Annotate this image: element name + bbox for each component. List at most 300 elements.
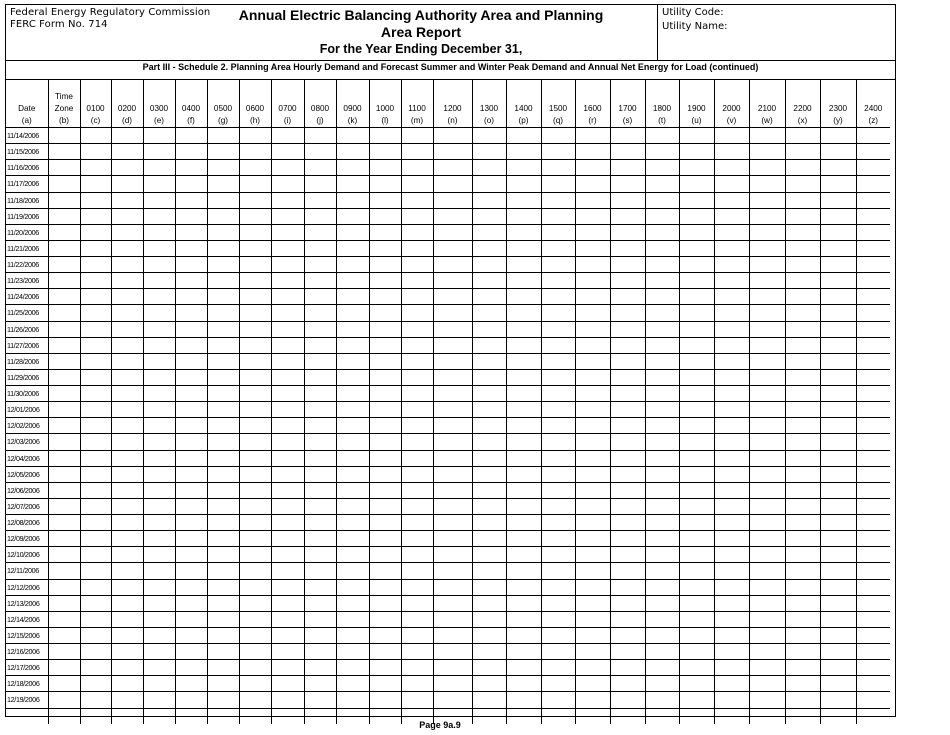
hourly-demand-cell[interactable]	[369, 450, 401, 466]
hourly-demand-cell[interactable]	[401, 402, 433, 418]
hourly-demand-cell[interactable]	[749, 208, 785, 224]
hourly-demand-cell[interactable]	[785, 579, 820, 595]
hourly-demand-cell[interactable]	[541, 579, 575, 595]
hourly-demand-cell[interactable]	[472, 402, 506, 418]
hourly-demand-cell[interactable]	[472, 595, 506, 611]
hourly-demand-cell[interactable]	[575, 611, 610, 627]
hourly-demand-cell[interactable]	[679, 144, 714, 160]
hourly-demand-cell[interactable]	[111, 257, 143, 273]
hourly-demand-cell[interactable]	[645, 563, 679, 579]
time-zone-cell[interactable]	[48, 515, 80, 531]
hourly-demand-cell[interactable]	[336, 144, 369, 160]
hourly-demand-cell[interactable]	[785, 627, 820, 643]
hourly-demand-cell[interactable]	[80, 627, 111, 643]
hourly-demand-cell[interactable]	[304, 386, 336, 402]
hourly-demand-cell[interactable]	[541, 305, 575, 321]
hourly-demand-cell[interactable]	[207, 353, 239, 369]
hourly-demand-cell[interactable]	[369, 466, 401, 482]
hourly-demand-cell[interactable]	[207, 547, 239, 563]
hourly-demand-cell[interactable]	[271, 531, 304, 547]
hourly-demand-cell[interactable]	[80, 515, 111, 531]
hourly-demand-cell[interactable]	[304, 353, 336, 369]
time-zone-cell[interactable]	[48, 240, 80, 256]
hourly-demand-cell[interactable]	[785, 337, 820, 353]
hourly-demand-cell[interactable]	[80, 466, 111, 482]
hourly-demand-cell[interactable]	[239, 386, 271, 402]
hourly-demand-cell[interactable]	[433, 579, 472, 595]
hourly-demand-cell[interactable]	[271, 644, 304, 660]
hourly-demand-cell[interactable]	[433, 257, 472, 273]
hourly-demand-cell[interactable]	[433, 289, 472, 305]
hourly-demand-cell[interactable]	[336, 676, 369, 692]
hourly-demand-cell[interactable]	[336, 192, 369, 208]
time-zone-cell[interactable]	[48, 579, 80, 595]
hourly-demand-cell[interactable]	[207, 369, 239, 385]
hourly-demand-cell[interactable]	[207, 660, 239, 676]
hourly-demand-cell[interactable]	[506, 660, 541, 676]
time-zone-cell[interactable]	[48, 289, 80, 305]
hourly-demand-cell[interactable]	[749, 402, 785, 418]
hourly-demand-cell[interactable]	[645, 515, 679, 531]
hourly-demand-cell[interactable]	[785, 595, 820, 611]
hourly-demand-cell[interactable]	[820, 466, 856, 482]
hourly-demand-cell[interactable]	[679, 128, 714, 144]
hourly-demand-cell[interactable]	[433, 676, 472, 692]
hourly-demand-cell[interactable]	[714, 386, 749, 402]
hourly-demand-cell[interactable]	[143, 498, 175, 514]
hourly-demand-cell[interactable]	[369, 224, 401, 240]
hourly-demand-cell[interactable]	[749, 144, 785, 160]
hourly-demand-cell[interactable]	[80, 305, 111, 321]
time-zone-cell[interactable]	[48, 144, 80, 160]
hourly-demand-cell[interactable]	[271, 579, 304, 595]
hourly-demand-cell[interactable]	[207, 192, 239, 208]
hourly-demand-cell[interactable]	[207, 692, 239, 708]
hourly-demand-cell[interactable]	[506, 498, 541, 514]
hourly-demand-cell[interactable]	[401, 611, 433, 627]
hourly-demand-cell[interactable]	[820, 595, 856, 611]
hourly-demand-cell[interactable]	[679, 402, 714, 418]
hourly-demand-cell[interactable]	[645, 128, 679, 144]
hourly-demand-cell[interactable]	[80, 482, 111, 498]
hourly-demand-cell[interactable]	[271, 240, 304, 256]
hourly-demand-cell[interactable]	[610, 611, 645, 627]
hourly-demand-cell[interactable]	[472, 563, 506, 579]
hourly-demand-cell[interactable]	[111, 386, 143, 402]
hourly-demand-cell[interactable]	[433, 627, 472, 643]
hourly-demand-cell[interactable]	[679, 450, 714, 466]
hourly-demand-cell[interactable]	[433, 595, 472, 611]
hourly-demand-cell[interactable]	[785, 305, 820, 321]
hourly-demand-cell[interactable]	[271, 450, 304, 466]
time-zone-cell[interactable]	[48, 644, 80, 660]
hourly-demand-cell[interactable]	[679, 563, 714, 579]
hourly-demand-cell[interactable]	[610, 337, 645, 353]
hourly-demand-cell[interactable]	[785, 128, 820, 144]
hourly-demand-cell[interactable]	[645, 644, 679, 660]
hourly-demand-cell[interactable]	[271, 595, 304, 611]
hourly-demand-cell[interactable]	[336, 289, 369, 305]
hourly-demand-cell[interactable]	[143, 337, 175, 353]
hourly-demand-cell[interactable]	[472, 192, 506, 208]
hourly-demand-cell[interactable]	[369, 128, 401, 144]
hourly-demand-cell[interactable]	[645, 369, 679, 385]
hourly-demand-cell[interactable]	[433, 144, 472, 160]
hourly-demand-cell[interactable]	[304, 240, 336, 256]
hourly-demand-cell[interactable]	[714, 289, 749, 305]
hourly-demand-cell[interactable]	[645, 257, 679, 273]
hourly-demand-cell[interactable]	[433, 240, 472, 256]
hourly-demand-cell[interactable]	[645, 692, 679, 708]
hourly-demand-cell[interactable]	[207, 160, 239, 176]
hourly-demand-cell[interactable]	[401, 273, 433, 289]
hourly-demand-cell[interactable]	[575, 660, 610, 676]
hourly-demand-cell[interactable]	[271, 369, 304, 385]
hourly-demand-cell[interactable]	[785, 660, 820, 676]
hourly-demand-cell[interactable]	[645, 240, 679, 256]
hourly-demand-cell[interactable]	[541, 289, 575, 305]
hourly-demand-cell[interactable]	[714, 515, 749, 531]
hourly-demand-cell[interactable]	[820, 692, 856, 708]
hourly-demand-cell[interactable]	[679, 692, 714, 708]
hourly-demand-cell[interactable]	[239, 676, 271, 692]
hourly-demand-cell[interactable]	[239, 353, 271, 369]
hourly-demand-cell[interactable]	[610, 386, 645, 402]
hourly-demand-cell[interactable]	[749, 369, 785, 385]
hourly-demand-cell[interactable]	[401, 676, 433, 692]
hourly-demand-cell[interactable]	[401, 563, 433, 579]
hourly-demand-cell[interactable]	[575, 595, 610, 611]
hourly-demand-cell[interactable]	[820, 128, 856, 144]
hourly-demand-cell[interactable]	[541, 257, 575, 273]
hourly-demand-cell[interactable]	[271, 192, 304, 208]
hourly-demand-cell[interactable]	[336, 644, 369, 660]
hourly-demand-cell[interactable]	[575, 482, 610, 498]
hourly-demand-cell[interactable]	[714, 402, 749, 418]
hourly-demand-cell[interactable]	[785, 144, 820, 160]
time-zone-cell[interactable]	[48, 531, 80, 547]
hourly-demand-cell[interactable]	[714, 305, 749, 321]
hourly-demand-cell[interactable]	[856, 369, 890, 385]
hourly-demand-cell[interactable]	[401, 450, 433, 466]
hourly-demand-cell[interactable]	[239, 257, 271, 273]
hourly-demand-cell[interactable]	[336, 353, 369, 369]
hourly-demand-cell[interactable]	[401, 144, 433, 160]
hourly-demand-cell[interactable]	[336, 176, 369, 192]
hourly-demand-cell[interactable]	[207, 208, 239, 224]
hourly-demand-cell[interactable]	[472, 579, 506, 595]
time-zone-cell[interactable]	[48, 224, 80, 240]
hourly-demand-cell[interactable]	[369, 353, 401, 369]
hourly-demand-cell[interactable]	[271, 128, 304, 144]
hourly-demand-cell[interactable]	[714, 627, 749, 643]
hourly-demand-cell[interactable]	[714, 257, 749, 273]
hourly-demand-cell[interactable]	[714, 224, 749, 240]
hourly-demand-cell[interactable]	[749, 611, 785, 627]
hourly-demand-cell[interactable]	[679, 192, 714, 208]
hourly-demand-cell[interactable]	[679, 160, 714, 176]
hourly-demand-cell[interactable]	[575, 418, 610, 434]
hourly-demand-cell[interactable]	[80, 273, 111, 289]
hourly-demand-cell[interactable]	[856, 257, 890, 273]
hourly-demand-cell[interactable]	[369, 257, 401, 273]
hourly-demand-cell[interactable]	[820, 369, 856, 385]
hourly-demand-cell[interactable]	[111, 676, 143, 692]
hourly-demand-cell[interactable]	[336, 305, 369, 321]
hourly-demand-cell[interactable]	[785, 321, 820, 337]
hourly-demand-cell[interactable]	[207, 611, 239, 627]
hourly-demand-cell[interactable]	[472, 498, 506, 514]
hourly-demand-cell[interactable]	[239, 176, 271, 192]
hourly-demand-cell[interactable]	[645, 579, 679, 595]
hourly-demand-cell[interactable]	[433, 128, 472, 144]
hourly-demand-cell[interactable]	[207, 305, 239, 321]
hourly-demand-cell[interactable]	[820, 224, 856, 240]
hourly-demand-cell[interactable]	[645, 160, 679, 176]
hourly-demand-cell[interactable]	[820, 579, 856, 595]
hourly-demand-cell[interactable]	[336, 160, 369, 176]
hourly-demand-cell[interactable]	[111, 321, 143, 337]
hourly-demand-cell[interactable]	[541, 418, 575, 434]
hourly-demand-cell[interactable]	[749, 531, 785, 547]
hourly-demand-cell[interactable]	[679, 498, 714, 514]
hourly-demand-cell[interactable]	[645, 627, 679, 643]
hourly-demand-cell[interactable]	[304, 369, 336, 385]
hourly-demand-cell[interactable]	[239, 627, 271, 643]
hourly-demand-cell[interactable]	[80, 369, 111, 385]
hourly-demand-cell[interactable]	[239, 192, 271, 208]
hourly-demand-cell[interactable]	[336, 224, 369, 240]
hourly-demand-cell[interactable]	[506, 240, 541, 256]
hourly-demand-cell[interactable]	[856, 402, 890, 418]
hourly-demand-cell[interactable]	[472, 450, 506, 466]
hourly-demand-cell[interactable]	[304, 192, 336, 208]
hourly-demand-cell[interactable]	[401, 240, 433, 256]
hourly-demand-cell[interactable]	[820, 418, 856, 434]
hourly-demand-cell[interactable]	[336, 450, 369, 466]
hourly-demand-cell[interactable]	[80, 176, 111, 192]
hourly-demand-cell[interactable]	[820, 660, 856, 676]
time-zone-cell[interactable]	[48, 337, 80, 353]
time-zone-cell[interactable]	[48, 676, 80, 692]
hourly-demand-cell[interactable]	[271, 402, 304, 418]
hourly-demand-cell[interactable]	[239, 128, 271, 144]
hourly-demand-cell[interactable]	[239, 611, 271, 627]
hourly-demand-cell[interactable]	[271, 692, 304, 708]
hourly-demand-cell[interactable]	[820, 176, 856, 192]
hourly-demand-cell[interactable]	[856, 563, 890, 579]
hourly-demand-cell[interactable]	[645, 305, 679, 321]
hourly-demand-cell[interactable]	[369, 321, 401, 337]
hourly-demand-cell[interactable]	[111, 128, 143, 144]
hourly-demand-cell[interactable]	[111, 192, 143, 208]
hourly-demand-cell[interactable]	[401, 224, 433, 240]
hourly-demand-cell[interactable]	[207, 482, 239, 498]
hourly-demand-cell[interactable]	[271, 353, 304, 369]
hourly-demand-cell[interactable]	[506, 192, 541, 208]
hourly-demand-cell[interactable]	[175, 144, 207, 160]
hourly-demand-cell[interactable]	[175, 676, 207, 692]
hourly-demand-cell[interactable]	[506, 289, 541, 305]
hourly-demand-cell[interactable]	[575, 224, 610, 240]
hourly-demand-cell[interactable]	[785, 192, 820, 208]
hourly-demand-cell[interactable]	[575, 240, 610, 256]
hourly-demand-cell[interactable]	[645, 547, 679, 563]
hourly-demand-cell[interactable]	[143, 386, 175, 402]
time-zone-cell[interactable]	[48, 466, 80, 482]
hourly-demand-cell[interactable]	[575, 434, 610, 450]
hourly-demand-cell[interactable]	[506, 305, 541, 321]
hourly-demand-cell[interactable]	[679, 515, 714, 531]
hourly-demand-cell[interactable]	[207, 176, 239, 192]
hourly-demand-cell[interactable]	[472, 660, 506, 676]
hourly-demand-cell[interactable]	[271, 466, 304, 482]
hourly-demand-cell[interactable]	[679, 240, 714, 256]
hourly-demand-cell[interactable]	[143, 466, 175, 482]
hourly-demand-cell[interactable]	[820, 676, 856, 692]
hourly-demand-cell[interactable]	[304, 160, 336, 176]
hourly-demand-cell[interactable]	[80, 547, 111, 563]
hourly-demand-cell[interactable]	[679, 418, 714, 434]
hourly-demand-cell[interactable]	[336, 595, 369, 611]
hourly-demand-cell[interactable]	[401, 386, 433, 402]
hourly-demand-cell[interactable]	[679, 208, 714, 224]
hourly-demand-cell[interactable]	[175, 224, 207, 240]
hourly-demand-cell[interactable]	[336, 434, 369, 450]
hourly-demand-cell[interactable]	[271, 337, 304, 353]
hourly-demand-cell[interactable]	[369, 482, 401, 498]
hourly-demand-cell[interactable]	[820, 402, 856, 418]
hourly-demand-cell[interactable]	[143, 434, 175, 450]
hourly-demand-cell[interactable]	[111, 595, 143, 611]
hourly-demand-cell[interactable]	[239, 579, 271, 595]
hourly-demand-cell[interactable]	[575, 369, 610, 385]
hourly-demand-cell[interactable]	[271, 515, 304, 531]
hourly-demand-cell[interactable]	[111, 434, 143, 450]
hourly-demand-cell[interactable]	[433, 353, 472, 369]
hourly-demand-cell[interactable]	[271, 305, 304, 321]
hourly-demand-cell[interactable]	[541, 611, 575, 627]
hourly-demand-cell[interactable]	[80, 321, 111, 337]
hourly-demand-cell[interactable]	[336, 660, 369, 676]
hourly-demand-cell[interactable]	[143, 144, 175, 160]
hourly-demand-cell[interactable]	[856, 305, 890, 321]
time-zone-cell[interactable]	[48, 305, 80, 321]
hourly-demand-cell[interactable]	[336, 579, 369, 595]
hourly-demand-cell[interactable]	[679, 353, 714, 369]
time-zone-cell[interactable]	[48, 627, 80, 643]
hourly-demand-cell[interactable]	[610, 402, 645, 418]
hourly-demand-cell[interactable]	[175, 482, 207, 498]
hourly-demand-cell[interactable]	[111, 176, 143, 192]
hourly-demand-cell[interactable]	[80, 289, 111, 305]
hourly-demand-cell[interactable]	[143, 450, 175, 466]
hourly-demand-cell[interactable]	[433, 369, 472, 385]
hourly-demand-cell[interactable]	[175, 386, 207, 402]
time-zone-cell[interactable]	[48, 369, 80, 385]
hourly-demand-cell[interactable]	[271, 563, 304, 579]
hourly-demand-cell[interactable]	[433, 386, 472, 402]
hourly-demand-cell[interactable]	[785, 289, 820, 305]
hourly-demand-cell[interactable]	[610, 434, 645, 450]
hourly-demand-cell[interactable]	[714, 547, 749, 563]
hourly-demand-cell[interactable]	[610, 595, 645, 611]
hourly-demand-cell[interactable]	[541, 515, 575, 531]
hourly-demand-cell[interactable]	[401, 337, 433, 353]
hourly-demand-cell[interactable]	[207, 144, 239, 160]
hourly-demand-cell[interactable]	[610, 128, 645, 144]
hourly-demand-cell[interactable]	[271, 289, 304, 305]
hourly-demand-cell[interactable]	[820, 305, 856, 321]
hourly-demand-cell[interactable]	[401, 531, 433, 547]
hourly-demand-cell[interactable]	[175, 369, 207, 385]
hourly-demand-cell[interactable]	[207, 563, 239, 579]
hourly-demand-cell[interactable]	[541, 676, 575, 692]
hourly-demand-cell[interactable]	[239, 369, 271, 385]
hourly-demand-cell[interactable]	[369, 579, 401, 595]
hourly-demand-cell[interactable]	[610, 563, 645, 579]
hourly-demand-cell[interactable]	[143, 482, 175, 498]
hourly-demand-cell[interactable]	[80, 402, 111, 418]
hourly-demand-cell[interactable]	[207, 515, 239, 531]
hourly-demand-cell[interactable]	[472, 305, 506, 321]
hourly-demand-cell[interactable]	[575, 579, 610, 595]
hourly-demand-cell[interactable]	[645, 289, 679, 305]
hourly-demand-cell[interactable]	[369, 160, 401, 176]
hourly-demand-cell[interactable]	[401, 547, 433, 563]
hourly-demand-cell[interactable]	[856, 611, 890, 627]
hourly-demand-cell[interactable]	[575, 644, 610, 660]
hourly-demand-cell[interactable]	[111, 627, 143, 643]
hourly-demand-cell[interactable]	[820, 611, 856, 627]
hourly-demand-cell[interactable]	[472, 386, 506, 402]
hourly-demand-cell[interactable]	[714, 240, 749, 256]
hourly-demand-cell[interactable]	[304, 321, 336, 337]
hourly-demand-cell[interactable]	[749, 676, 785, 692]
hourly-demand-cell[interactable]	[506, 257, 541, 273]
hourly-demand-cell[interactable]	[336, 531, 369, 547]
hourly-demand-cell[interactable]	[175, 176, 207, 192]
hourly-demand-cell[interactable]	[645, 531, 679, 547]
hourly-demand-cell[interactable]	[575, 450, 610, 466]
hourly-demand-cell[interactable]	[610, 692, 645, 708]
hourly-demand-cell[interactable]	[401, 579, 433, 595]
hourly-demand-cell[interactable]	[820, 515, 856, 531]
hourly-demand-cell[interactable]	[506, 208, 541, 224]
hourly-demand-cell[interactable]	[506, 386, 541, 402]
hourly-demand-cell[interactable]	[575, 627, 610, 643]
hourly-demand-cell[interactable]	[610, 450, 645, 466]
hourly-demand-cell[interactable]	[541, 144, 575, 160]
hourly-demand-cell[interactable]	[433, 321, 472, 337]
hourly-demand-cell[interactable]	[472, 482, 506, 498]
hourly-demand-cell[interactable]	[645, 386, 679, 402]
hourly-demand-cell[interactable]	[207, 531, 239, 547]
hourly-demand-cell[interactable]	[856, 692, 890, 708]
hourly-demand-cell[interactable]	[856, 660, 890, 676]
hourly-demand-cell[interactable]	[856, 595, 890, 611]
hourly-demand-cell[interactable]	[207, 240, 239, 256]
hourly-demand-cell[interactable]	[433, 611, 472, 627]
hourly-demand-cell[interactable]	[472, 273, 506, 289]
hourly-demand-cell[interactable]	[143, 353, 175, 369]
hourly-demand-cell[interactable]	[714, 595, 749, 611]
hourly-demand-cell[interactable]	[433, 273, 472, 289]
hourly-demand-cell[interactable]	[336, 337, 369, 353]
hourly-demand-cell[interactable]	[433, 402, 472, 418]
hourly-demand-cell[interactable]	[143, 208, 175, 224]
hourly-demand-cell[interactable]	[714, 611, 749, 627]
